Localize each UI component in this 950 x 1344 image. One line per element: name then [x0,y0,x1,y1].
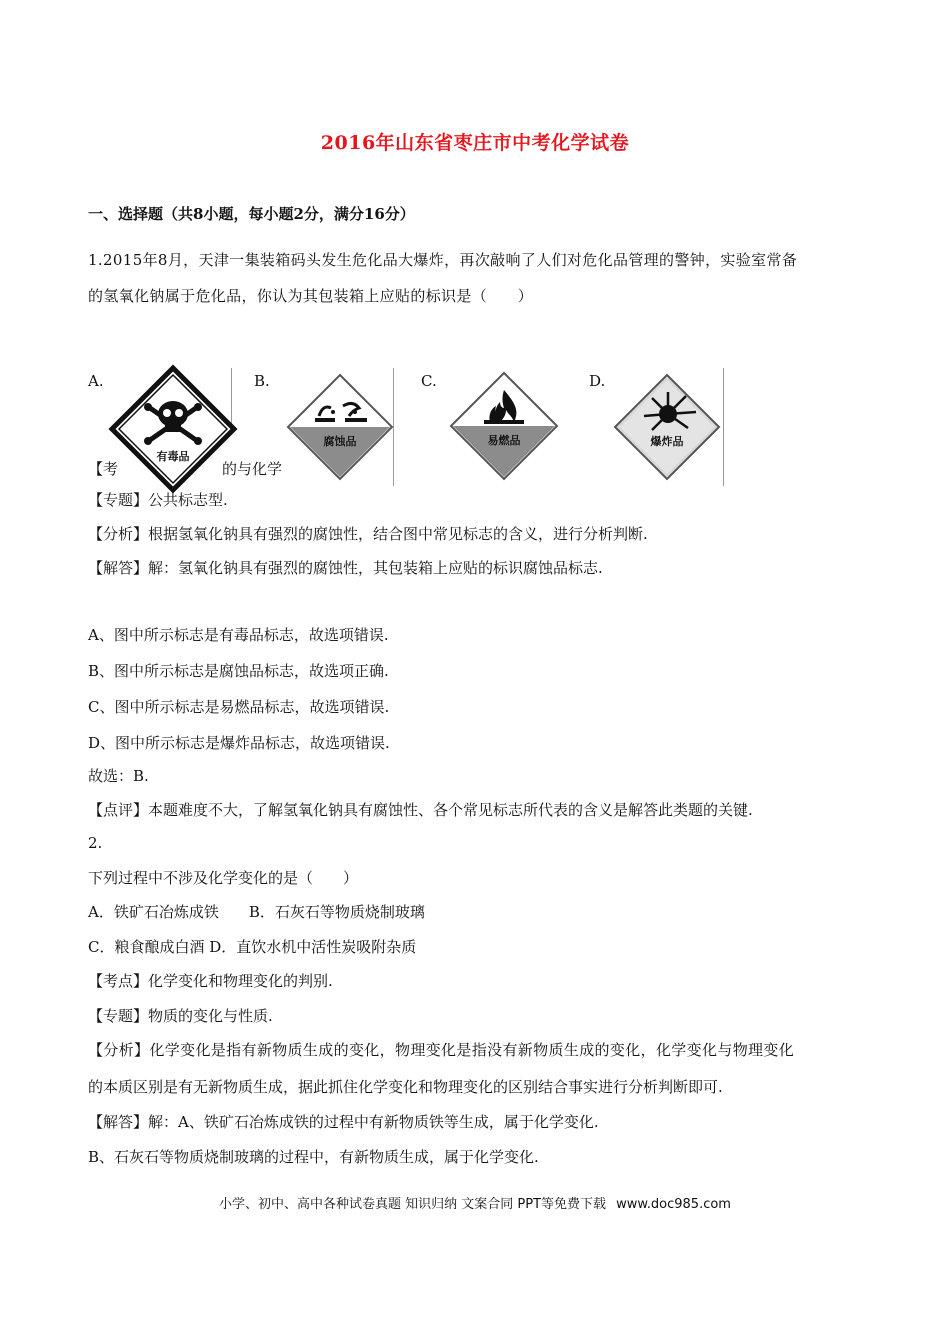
image-frame-line [723,368,724,486]
q1-jieda: 【解答】解：氢氧化钠具有强烈的腐蚀性，其包装箱上应贴的标识腐蚀品标志. [88,559,603,577]
explosion-icon [612,372,722,482]
q2-options-line1: A．铁矿石冶炼成铁 B．石灰石等物质烧制玻璃 [88,903,425,921]
sign-label: 有毒品 [156,450,190,463]
explosive-sign [612,372,722,482]
q1-zhuanti: 【专题】公共标志型. [88,491,228,509]
section-heading: 一、选择题（共8小题，每小题2分，满分16分） [88,205,415,223]
q1-option-d-letter: D. [589,372,606,390]
q1-explain-b: B、图中所示标志是腐蚀品标志，故选项正确. [88,662,389,680]
page-title: 2016年山东省枣庄市中考化学试卷 [320,132,630,154]
q1-answer: 故选：B. [88,767,149,785]
skull-crossbones-icon [108,364,238,494]
q1-explain-a: A、图中所示标志是有毒品标志，故选项错误. [88,626,389,644]
q1-option-a-letter: A. [88,372,104,390]
q2-fenxi-line1: 【分析】化学变化是指有新物质生成的变化，物理变化是指没有新物质生成的变化，化学变化与物理变化 [88,1041,795,1059]
q1-kaodian-partial-left: 【考 [88,460,119,478]
footer-text: 小学、初中、高中各种试卷真题 知识归纳 文案合同 PPT等免费下载 [219,1197,607,1212]
q2-jieda: 【解答】解：A、铁矿石冶炼成铁的过程中有新物质铁等生成，属于化学变化. [88,1113,599,1131]
corrosive-sign [285,372,395,482]
q2-number: 2. [88,834,103,852]
q1-dianping: 【点评】本题难度不大，了解氢氧化钠具有腐蚀性、各个常见标志所代表的含义是解答此类题的关键. [88,801,753,819]
q2-kaodian: 【考点】化学变化和物理变化的判别. [88,972,333,990]
q1-stem-line1: 1.2015年8月，天津一集装箱码头发生危化品大爆炸，再次敲响了人们对危化品管理的警钟，实验室常备 [88,251,798,269]
footer-url[interactable]: www.doc985.com [616,1197,731,1212]
q1-option-b-letter: B. [254,372,270,390]
q2-zhuanti: 【专题】物质的变化与性质. [88,1007,273,1025]
q1-fenxi: 【分析】根据氢氧化钠具有强烈的腐蚀性，结合图中常见标志的含义，进行分析判断. [88,525,648,543]
page-footer [0,1193,950,1212]
q1-explain-c: C、图中所示标志是易燃品标志，故选项错误. [88,698,390,716]
q2-stem: 下列过程中不涉及化学变化的是（ ） [88,869,359,887]
q2-fenxi-line2: 的本质区别是有无新物质生成，据此抓住化学变化和物理变化的区别结合事实进行分析判断即可. [88,1078,723,1096]
q2-options-line2: C．粮食酿成白酒 D．直饮水机中活性炭吸附杂质 [88,938,417,956]
q1-option-c-letter: C. [421,372,437,390]
sign-label: 爆炸品 [650,435,684,448]
q1-kaodian-partial-right: 的与化学 [222,460,283,478]
q2-explain-b: B、石灰石等物质烧制玻璃的过程中，有新物质生成，属于化学变化. [88,1148,539,1166]
sign-label: 易燃品 [487,434,521,447]
toxic-sign [108,364,238,494]
flame-icon [448,370,560,482]
q1-stem-line2: 的氢氧化钠属于危化品，你认为其包装箱上应贴的标识是（ ） [88,287,534,305]
sign-label: 腐蚀品 [323,435,357,448]
corrosive-icon [285,372,395,482]
flammable-sign [448,370,560,482]
q1-explain-d: D、图中所示标志是爆炸品标志，故选项错误. [88,734,390,752]
